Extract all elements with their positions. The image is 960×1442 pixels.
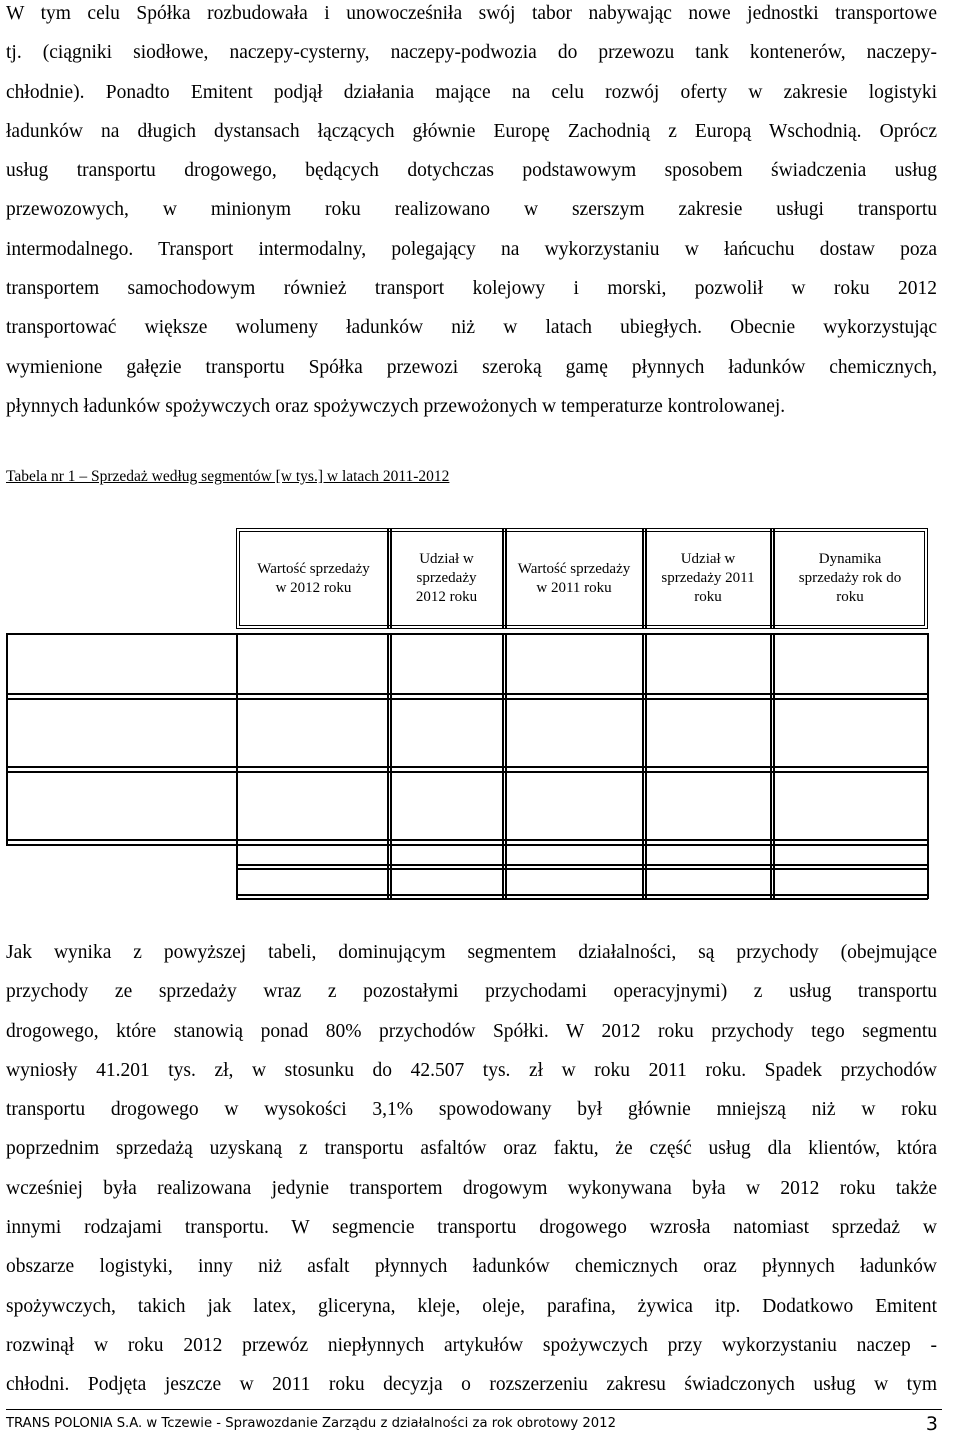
table-rule [6,766,928,768]
table-rule [6,844,928,846]
text-line: wcześniej była realizowana jedynie transportem drogowym wykonywana była w 2012 roku także [6,1177,937,1199]
text-line: transportu drogowego w wysokości 3,1% spowodowany był głównie mniejszą niż w roku [6,1099,937,1121]
text-line: chłodni. Podjęta jeszcze w 2011 roku decyzja o rozszerzeniu zakresu świadczonych usług w tym [6,1374,937,1396]
table-rule [6,693,928,695]
table-rule [6,698,928,700]
text-line: spożywczych, takich jak latex, gliceryna, kleje, oleje, parafina, żywica itp. Dodatkowo Emitent [6,1295,937,1317]
table-rule [236,864,928,866]
text-line: przewozowych, w minionym roku realizowano w szerszym zakresie usługi transportu [6,199,937,221]
column-header: Wartość sprzedaży w 2011 roku [517,560,631,596]
footer-rule [6,1409,942,1410]
text-line: transportem samochodowym również transport kolejowy i morski, pozwolił w roku 2012 [6,278,937,300]
text-line: obszarze logistyki, inny niż asfalt płynnych ładunków chemicznych oraz płynnych ładunków [6,1256,937,1278]
table-rule [6,771,928,773]
table-rule [770,633,772,899]
table-rule [6,839,928,841]
page-footer: TRANS POLONIA S.A. w Tczewie - Sprawozdanie Zarządu z działalności za rok obrotowy 2012 [6,1416,616,1431]
table-rule [773,633,775,899]
table-rule [236,894,928,896]
text-line: Jak wynika z powyższej tabeli, dominującym segmentem działalności, są przychody (obejmujące [6,942,937,963]
table-rule [236,868,928,870]
table-rule [6,633,8,844]
text-line: W tym celu Spółka rozbudowała i unowocześniła swój tabor nabywając nowe jednostki transportowe [6,3,937,24]
header-divider [502,528,504,629]
header-divider [642,528,644,629]
table-rule [387,633,389,899]
analysis-paragraph [6,933,937,1405]
text-line: drogowego, które stanowią ponad 80% przychodów Spółki. W 2012 roku przychody tego segmentu [6,1020,937,1042]
table-rule [927,633,929,899]
text-line: transportować większe wolumeny ładunków niż w latach ubiegłych. Obecnie wykorzystując [6,317,937,339]
column-header: Wartość sprzedaży w 2012 roku [257,560,370,596]
text-line: innymi rodzajami transportu. W segmencie transportu drogowego wzrosła natomiast sprzedaż w [6,1217,937,1239]
column-header: Udział w sprzedaży 2011 roku [661,551,755,605]
text-line: poprzednim sprzedażą uzyskaną z transportu asfaltów oraz faktu, że część usług dla klientów, która [6,1138,937,1160]
table-rule [502,633,504,899]
text-line: płynnych ładunków spożywczych oraz spożywczych przewożonych w temperaturze kontrolowanej. [6,395,786,417]
text-line: usług transportu drogowego, będących dotychczas podstawowym sposobem świadczenia usług [6,160,937,182]
page-number: 3 [925,1413,938,1435]
table-rule [642,633,644,899]
intro-paragraph [6,0,937,426]
table-rule [6,633,928,635]
text-line: ładunków na długich dystansach łączących głównie Europę Zachodnią z Europą Wschodnią. Oprócz [6,120,937,142]
table-rule [390,633,392,899]
table-rule [505,633,507,899]
header-divider [770,528,772,629]
text-line: wymienione gałęzie transportu Spółka przewozi szeroką gamę płynnych ładunków chemicznych, [6,356,937,378]
text-line: przychody ze sprzedaży wraz z pozostałymi przychodami operacyjnymi) z usług transportu [6,981,937,1003]
column-header: Dynamika sprzedaży rok do roku [798,551,902,605]
column-header: Udział w sprzedaży 2012 roku [415,551,478,605]
table-rule [645,633,647,899]
text-line: intermodalnego. Transport intermodalny, polegający na wykorzystaniu w łańcuchu dostaw poza [6,238,937,260]
table-rule [236,633,238,899]
table-caption: Tabela nr 1 – Sprzedaż według segmentów [w tys.] w latach 2011-2012 [6,468,450,485]
text-line: chłodnie). Ponadto Emitent podjął działania mające na celu rozwój oferty w zakresie logistyki [6,81,937,103]
header-divider [387,528,389,629]
text-line: rozwinął w roku 2012 przewóz niepłynnych artykułów spożywczych przy wykorzystaniu naczep - [6,1334,937,1356]
text-line: wyniosły 41.201 tys. zł, w stosunku do 42.507 tys. zł w roku 2011 roku. Spadek przychodów [6,1059,937,1081]
table-rule [236,898,928,900]
text-line: tj. (ciągniki siodłowe, naczepy-cysterny, naczepy-podwozia do przewozu tank kontenerów, naczepy- [6,42,937,64]
